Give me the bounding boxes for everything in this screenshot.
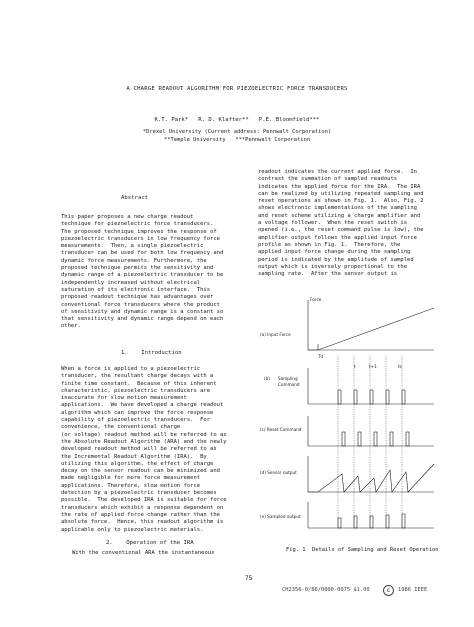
abstract-line: measurements. Then, a single piezoelectric	[61, 243, 204, 250]
row-label-a: (a) Input Force	[260, 332, 291, 337]
intro-line: utilizing this algorithm, the effect of charge	[61, 460, 214, 467]
abstract-line: transducer can be used for both low frequency and	[61, 250, 224, 257]
body-line: indicates the applied force for the IRA. The IRA	[258, 183, 421, 190]
author-list: K.T. Park* R. D. Klafter** P.E. Bloomfield***	[154, 117, 320, 123]
abstract-line: conventional force transducers where the product	[61, 301, 220, 308]
input-force-curve	[308, 308, 434, 350]
abstract-heading: Abstract	[121, 195, 148, 201]
intro-body	[61, 366, 227, 534]
section2-heading: 2. Operation of the IRA	[106, 540, 194, 546]
sampling-figure	[258, 296, 436, 532]
abstract-line: of sensitivity and dynamic range is a constant so	[61, 308, 224, 315]
sampled-output-bars	[338, 514, 405, 528]
footer-year: 1986 IEEE	[398, 587, 428, 593]
row-label-b: (b)	[264, 376, 270, 381]
body-line: applied input force change during the sampling	[258, 249, 411, 256]
intro-line: detection by a piezoelectric transducer becomes	[61, 490, 217, 497]
intro-line: developed readout method will be referred to as	[61, 446, 217, 453]
row-label-b-sampling: Sampling	[278, 376, 298, 381]
body-line: and reset scheme utilizing a charge amplifier and	[258, 212, 421, 219]
intro-line: the Incremental Readout Algorithm (IRA). By	[61, 453, 207, 460]
abstract-line: proposed technique permits the sensitivity and	[61, 265, 214, 272]
paper-title: A CHARGE READOUT ALGORITHM FOR PIEZOELECTRIC FORCE TRANSDUCERS	[126, 86, 348, 92]
intro-line: (or voltage) readout method will be referred to as	[61, 431, 227, 438]
intro-line: When a force is applied to a piezoelectric	[61, 366, 201, 372]
affiliation-primary: *Drexel University (Current address: Pennwalt Corporation)	[142, 129, 332, 135]
right-column-body	[258, 169, 424, 278]
abstract-line: proposed readout technique has advantages over	[61, 294, 214, 301]
row-label-e: (e) Sampled output	[260, 514, 301, 519]
abstract-line: The proposed technique improves the response of	[61, 228, 217, 235]
intro-line: inaccurate for slow motion measurement	[61, 395, 187, 402]
label-ts: ts	[398, 364, 402, 369]
body-line: output which is inversely proportional to the	[258, 263, 408, 270]
intro-line: transducer, the resultant charge decays with a	[61, 373, 214, 380]
figure-caption: Fig. 1 Details of Sampling and Reset Operation	[286, 547, 439, 553]
intro-line: the Absolute Readout Algorithm (ARA) and the newly	[61, 438, 227, 445]
abstract-line: that sensitivity and dynamic range depend on each	[61, 316, 224, 323]
affiliation-secondary: **Temple University ***Pennwalt Corporation	[163, 137, 311, 143]
intro-line: applications. Therefore, slow motion force	[61, 482, 201, 489]
section2-first-line: With the conventional ARA the instantaneous	[72, 550, 215, 556]
body-line: opened (i.e., the reset command pulse is low), the	[258, 227, 424, 234]
row-label-c: (c) Reset Command	[260, 427, 302, 432]
abstract-line: other.	[61, 323, 81, 330]
body-line: period is indicated by the amplitude of sampled	[258, 256, 414, 263]
intro-line: possible. The developed IRA is suitable for force	[61, 497, 227, 504]
body-line: a voltage follower. When the reset switch is	[258, 220, 408, 227]
abstract-line: independently increased without electrical	[61, 279, 201, 286]
body-line: reset operations as shown in Fig. 1. Also, Fig. 2	[258, 198, 424, 205]
body-line: readout indicates the current applied force. In	[258, 169, 417, 175]
force-label: Force	[310, 297, 322, 302]
row-label-b-command: Command	[278, 382, 300, 387]
sampling-pulses	[338, 390, 405, 404]
sensor-output-curve	[308, 464, 434, 492]
body-line: sampling rate. After the sensor output is	[258, 271, 398, 278]
body-line: amplifier output follows the applied input force	[258, 234, 417, 241]
intro-line: decay on the sensor readout can be minimized and	[61, 468, 220, 475]
abstract-line: dynamic range of a piezoelectric transducer to be	[61, 272, 224, 279]
abstract-line: dynamic force measurements. Furthermore, the	[61, 257, 207, 264]
abstract-line: piezoelectric transducers in low frequency force	[61, 235, 220, 242]
body-line: can be realized by utilizing repeated sampling and	[258, 190, 424, 197]
label-t-plus-1: t+1	[369, 364, 377, 369]
footer-code: CH2356-0/86/0000-0075 $1.00	[282, 587, 370, 593]
copyright-symbol: c	[383, 585, 394, 596]
label-td: Td	[318, 354, 324, 359]
abstract-line: saturation of its electronic interface. This	[61, 286, 211, 293]
intro-line: applications. We have developed a charge readout	[61, 402, 224, 409]
intro-line: finite time constant. Because of this inherent	[61, 380, 217, 387]
abstract-line: This paper proposes a new charge readout	[61, 214, 194, 220]
intro-line: applicable only to piezoelectric materials.	[61, 526, 204, 533]
page-number: 75	[245, 575, 253, 582]
intro-line: transducers which exhibit a response dependent on	[61, 504, 224, 511]
intro-line: the rate of applied force change rather than the	[61, 511, 220, 518]
intro-line: characteristic, piezoelectric transducers are	[61, 387, 211, 394]
row-label-d: (d) Sensor output	[260, 470, 297, 475]
reset-pulses	[342, 432, 409, 446]
intro-line: capability of piezoelectric transducers. For	[61, 417, 211, 424]
abstract-body	[61, 214, 223, 331]
label-t: t	[354, 364, 356, 369]
body-line: profile as shown in Fig. 1. Therefore, the	[258, 241, 401, 248]
intro-line: made negligible for more force measurement	[61, 475, 201, 482]
intro-line: absolute force. Hence, this readout algorithm is	[61, 519, 224, 526]
abstract-line: technique for piezoelectric force transducers.	[61, 221, 214, 228]
body-line: contrast the summation of sampled readouts	[258, 176, 398, 183]
intro-line: convenience, the conventional charge	[61, 424, 181, 431]
body-line: shows electronic implementations of the sampling	[258, 205, 417, 212]
guide-lines	[338, 356, 402, 528]
intro-line: algorithm which can improve the force response	[61, 409, 214, 416]
intro-heading: 1. Introduction	[121, 350, 182, 356]
